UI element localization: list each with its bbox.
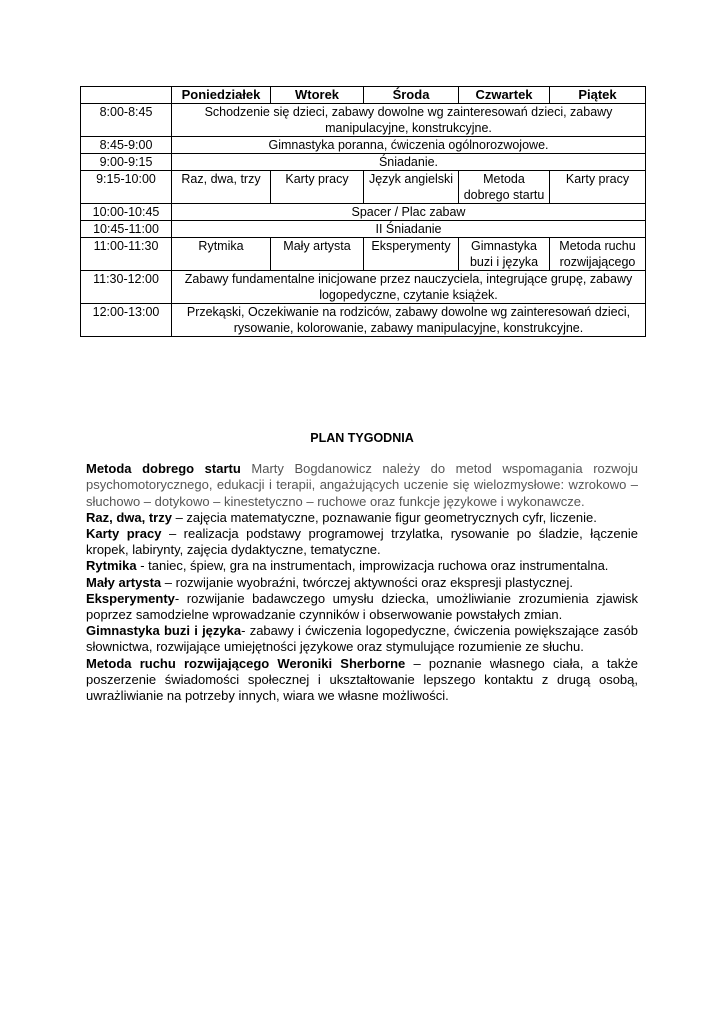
schedule-table xyxy=(80,86,646,337)
activity-cell: Przekąski, Oczekiwanie na rodziców, zabawy dowolne wg zainteresowań dzieci, rysowanie, kolorowanie, zabawy manipulacyjne, konstrukcyjne. xyxy=(172,304,646,337)
table-row xyxy=(81,221,646,238)
activity-cell: Rytmika xyxy=(172,238,271,271)
header-cell xyxy=(81,87,172,104)
table-row xyxy=(81,238,646,271)
header-cell: Czwartek xyxy=(459,87,550,104)
activity-cell: Karty pracy xyxy=(550,171,646,204)
time-cell: 8:00-8:45 xyxy=(81,104,172,137)
time-cell: 12:00-13:00 xyxy=(81,304,172,337)
plan-item xyxy=(86,558,638,574)
table-row xyxy=(81,104,646,137)
plan-item-text: - rozwijanie badawczego umysłu dziecka, umożliwianie zrozumienia zjawisk poprzez samodzielne wprowadzanie czynników i obserwowanie powstałych zmian. xyxy=(86,590,638,623)
activity-cell: Śniadanie. xyxy=(172,154,646,171)
activity-cell: Raz, dwa, trzy xyxy=(172,171,271,204)
activity-cell: Eksperymenty xyxy=(364,238,459,271)
plan-section xyxy=(86,430,638,704)
time-cell: 10:00-10:45 xyxy=(81,204,172,221)
plan-item-term: Rytmika xyxy=(86,558,137,574)
table-row xyxy=(81,154,646,171)
plan-item-text: - zabawy i ćwiczenia logopedyczne, ćwiczenia powiększające zasób słownictwa, rozwijające umiejętności językowe oraz stymulujące rozumienie ze słuchu. xyxy=(86,623,638,655)
plan-item-text: – rozwijanie wyobraźni, twórczej aktywności oraz ekspresji plastycznej. xyxy=(161,574,573,590)
plan-item-text: – realizacja podstawy programowej trzylatka, rysowanie po śladzie, łączenie kropek, labirynty, zajęcia dydaktyczne, tematyczne. xyxy=(86,526,638,558)
plan-title: PLAN TYGODNIA xyxy=(310,431,414,445)
time-cell: 9:15-10:00 xyxy=(81,171,172,204)
header-row xyxy=(81,87,646,104)
activity-cell: Karty pracy xyxy=(271,171,364,204)
table-row xyxy=(81,204,646,221)
plan-item-term: Metoda dobrego startu xyxy=(86,461,241,477)
plan-item-term: Gimnastyka buzi i języka xyxy=(86,623,242,639)
plan-item xyxy=(86,623,638,655)
plan-item-text: - taniec, śpiew, gra na instrumentach, improwizacja ruchowa oraz instrumentalna. xyxy=(136,558,609,574)
plan-item xyxy=(86,526,638,558)
plan-item xyxy=(86,591,638,623)
plan-item-term: Mały artysta xyxy=(86,574,162,590)
activity-cell: Gimnastyka buzi i języka xyxy=(459,238,550,271)
plan-item-term: Eksperymenty xyxy=(86,590,175,606)
plan-item xyxy=(86,656,638,705)
time-cell: 10:45-11:00 xyxy=(81,221,172,238)
plan-item-term: Raz, dwa, trzy xyxy=(86,509,172,525)
header-cell: Wtorek xyxy=(271,87,364,104)
header-cell: Środa xyxy=(364,87,459,104)
plan-item xyxy=(86,461,638,510)
activity-cell: Schodzenie się dzieci, zabawy dowolne wg zainteresowań dzieci, zabawy manipulacyjne, konstrukcyjne. xyxy=(172,104,646,137)
plan-item-text: – poznanie własnego ciała, a także poszerzenie świadomości społecznej i ukształtowanie lepszego kontaktu z drugą osobą, uwrażliwianie na potrzeby innych, wiara we własne możliwości. xyxy=(86,655,639,704)
plan-item-term: Metoda ruchu rozwijającego Weroniki Sherborne xyxy=(86,655,406,671)
table-row xyxy=(81,137,646,154)
activity-cell: Mały artysta xyxy=(271,238,364,271)
plan-item-term: Karty pracy xyxy=(86,526,162,542)
plan-item-text: Marty Bogdanowicz należy do metod wspomagania rozwoju psychomotorycznego, edukacji i terapii, angażujących uczenie się wielozmysłowe: wzrokowo – słuchowo – dotykowo – kinestetyczno – ruchowe oraz funkcje językowe i wykonawcze. xyxy=(86,461,638,509)
header-cell: Piątek xyxy=(550,87,646,104)
table-row xyxy=(81,171,646,204)
table-row xyxy=(81,304,646,337)
plan-item-text: – zajęcia matematyczne, poznawanie figur geometrycznych cyfr, liczenie. xyxy=(171,509,597,525)
time-cell: 11:00-11:30 xyxy=(81,238,172,271)
plan-item xyxy=(86,510,638,526)
activity-cell: II Śniadanie xyxy=(172,221,646,238)
activity-cell: Spacer / Plac zabaw xyxy=(172,204,646,221)
plan-item xyxy=(86,575,638,591)
activity-cell: Metoda ruchu rozwijającego xyxy=(550,238,646,271)
time-cell: 11:30-12:00 xyxy=(81,271,172,304)
time-cell: 9:00-9:15 xyxy=(81,154,172,171)
time-cell: 8:45-9:00 xyxy=(81,137,172,154)
header-cell: Poniedziałek xyxy=(172,87,271,104)
table-row xyxy=(81,271,646,304)
activity-cell: Zabawy fundamentalne inicjowane przez nauczyciela, integrujące grupę, zabawy logopedyczne, czytanie książek. xyxy=(172,271,646,304)
activity-cell: Metoda dobrego startu xyxy=(459,171,550,204)
activity-cell: Język angielski xyxy=(364,171,459,204)
activity-cell: Gimnastyka poranna, ćwiczenia ogólnorozwojowe. xyxy=(172,137,646,154)
